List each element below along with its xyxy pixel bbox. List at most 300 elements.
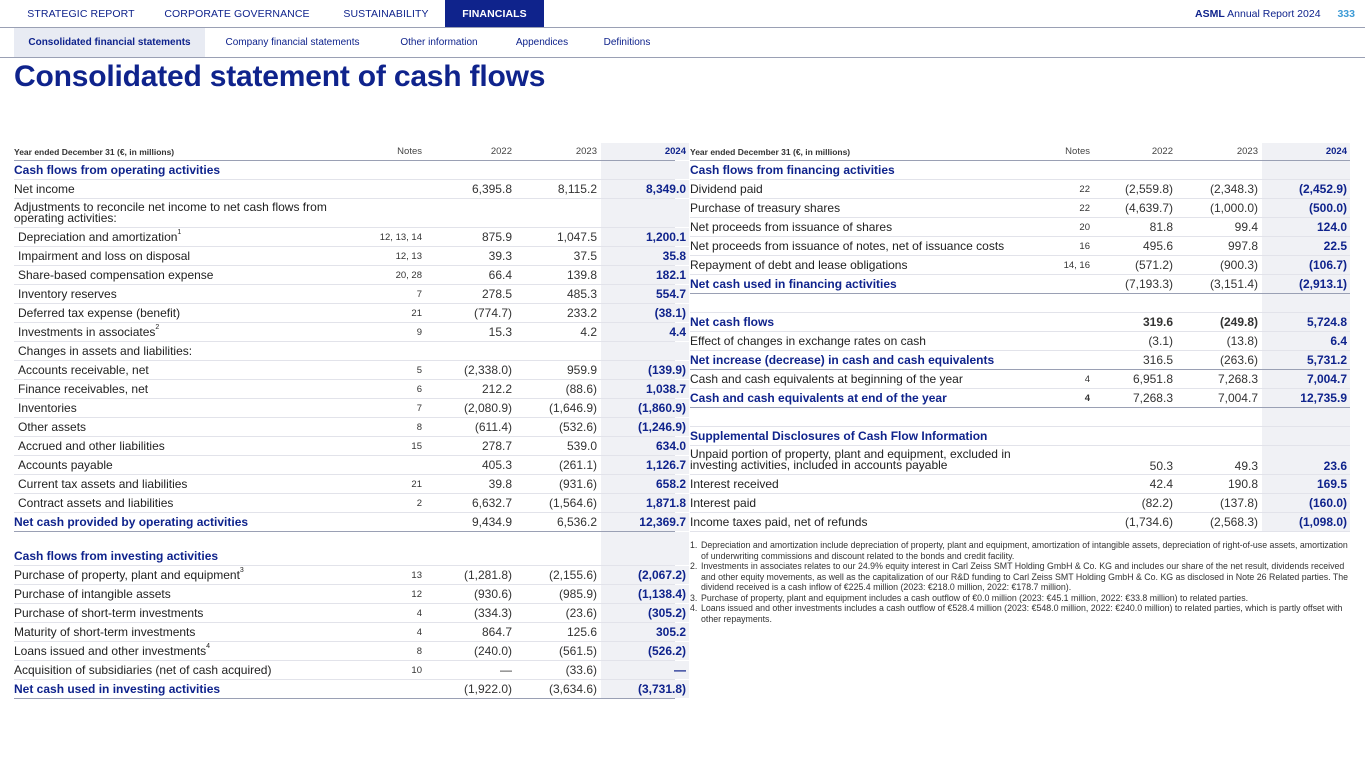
- row-label: [690, 370, 1030, 388]
- value-2022: 864.7: [481, 625, 512, 639]
- value-2022: —: [500, 663, 512, 677]
- subnav-company-statements[interactable]: Company financial statements: [225, 37, 360, 48]
- row-notes: 7: [416, 289, 422, 300]
- footnote-number: 3.: [690, 592, 698, 603]
- row-label-text: Impairment and loss on disposal: [18, 249, 191, 263]
- value-2024: (2,913.1): [1262, 275, 1350, 293]
- tab-strategic-report[interactable]: STRATEGIC REPORT: [27, 8, 135, 20]
- row-label-text: Current tax assets and liabilities: [18, 477, 188, 491]
- value-2024: [1262, 161, 1350, 179]
- row-label-text: Loans issued and other investments: [14, 644, 207, 658]
- value-2022: (240.0): [473, 644, 512, 658]
- row-notes: [1050, 513, 1090, 531]
- row-label-text: Purchase of short-term investments: [14, 606, 204, 620]
- row-label-text: Interest paid: [690, 496, 757, 510]
- value-2023: [1180, 161, 1258, 179]
- table-row: [14, 247, 686, 266]
- footnote-marker: 4: [206, 643, 211, 650]
- table-row: [690, 494, 1350, 513]
- value-2024: (2,067.2): [601, 566, 689, 584]
- row-label: [14, 513, 344, 531]
- value-2024: [601, 342, 689, 360]
- value-2022: (1,734.6): [1124, 515, 1173, 529]
- table-row: [14, 437, 686, 456]
- row-label: [14, 623, 344, 641]
- row-notes: 14, 16: [1063, 260, 1090, 271]
- row-notes: 15: [411, 441, 422, 452]
- value-2024: 1,200.1: [601, 228, 689, 246]
- section-heading-row: [14, 161, 675, 180]
- header-2022: 2022: [1151, 146, 1173, 157]
- value-2022: (4,639.7): [1124, 201, 1173, 215]
- table-header-row: [690, 143, 1350, 161]
- report-brand: [1195, 0, 1355, 28]
- table-row: [690, 237, 1350, 256]
- row-notes: 4: [416, 608, 422, 619]
- row-label-text: Contract assets and liabilities: [18, 496, 174, 510]
- row-notes: 9: [416, 327, 422, 338]
- row-notes: 16: [1079, 241, 1090, 252]
- value-2022: 6,951.8: [1132, 372, 1173, 386]
- value-2022: 212.2: [481, 382, 512, 396]
- value-2024: [601, 547, 689, 565]
- spacer-highlight: [1262, 294, 1350, 312]
- value-2022: 316.5: [1142, 353, 1173, 367]
- row-notes: [354, 680, 422, 698]
- table-row: [14, 323, 686, 342]
- value-2023: (2,155.6): [548, 568, 597, 582]
- subnav-appendices[interactable]: Appendices: [515, 37, 569, 48]
- value-2024: 1,038.7: [601, 380, 689, 398]
- value-2024: 124.0: [1262, 218, 1350, 236]
- value-2022: (930.6): [473, 587, 512, 601]
- value-2023: 37.5: [573, 249, 597, 263]
- value-2022: (82.2): [1141, 496, 1173, 510]
- value-2022: 7,268.3: [1132, 391, 1173, 405]
- row-label: [18, 304, 348, 322]
- row-label: [690, 199, 1030, 217]
- value-2023: (249.8): [1219, 315, 1258, 329]
- row-label-text: Finance receivables, net: [18, 382, 149, 396]
- value-2023: 959.9: [566, 363, 597, 377]
- spacer-row: [690, 294, 1350, 313]
- row-label-text: Interest received: [690, 477, 779, 491]
- table-row: [14, 266, 686, 285]
- value-2024: (1,860.9): [601, 399, 689, 417]
- value-2024: [1262, 427, 1350, 445]
- row-label: [690, 313, 1030, 331]
- value-2024: 23.6: [1262, 446, 1350, 474]
- row-label: [690, 389, 1030, 407]
- row-label-text: Effect of changes in exchange rates on cash: [690, 334, 926, 348]
- value-2022: 6,632.7: [471, 496, 512, 510]
- report-name: Annual Report 2024: [1227, 8, 1321, 20]
- row-label-text: Accounts payable: [18, 458, 113, 472]
- value-2022: 319.6: [1142, 315, 1173, 329]
- page-number: 333: [1337, 8, 1355, 20]
- row-label: [18, 361, 348, 379]
- table-row: [14, 199, 675, 228]
- value-2022: 66.4: [488, 268, 512, 282]
- row-label: [18, 285, 348, 303]
- row-label: [18, 380, 348, 398]
- header-notes: Notes: [397, 146, 422, 157]
- footnote-item: [690, 540, 1352, 561]
- value-2022: [434, 342, 512, 360]
- value-2023: 125.6: [566, 625, 597, 639]
- row-notes: [354, 547, 422, 565]
- value-2023: (88.6): [565, 382, 597, 396]
- header-2024: 2024: [1262, 143, 1350, 160]
- table-row: [14, 623, 686, 642]
- spacer-highlight: [1262, 408, 1350, 426]
- value-2024: 6.4: [1262, 332, 1350, 350]
- row-notes: 8: [416, 422, 422, 433]
- table-row: [14, 642, 686, 661]
- value-2023: 997.8: [1227, 239, 1258, 253]
- value-2023: (532.6): [558, 420, 597, 434]
- value-2024: 22.5: [1262, 237, 1350, 255]
- row-notes: 22: [1079, 203, 1090, 214]
- total-row: [14, 680, 686, 699]
- row-label: [690, 351, 1030, 369]
- row-notes: [1050, 332, 1090, 350]
- value-2023: (2,568.3): [1209, 515, 1258, 529]
- row-notes: 2: [416, 498, 422, 509]
- row-notes: [354, 456, 422, 474]
- row-label: [14, 661, 344, 679]
- row-label: [18, 266, 348, 284]
- row-label: [14, 202, 344, 230]
- value-2023: (985.9): [558, 587, 597, 601]
- row-label-text: Accrued and other liabilities: [18, 439, 165, 453]
- value-2023: 99.4: [1234, 220, 1258, 234]
- table-header-row: [14, 143, 686, 161]
- row-notes: 4: [1084, 374, 1090, 385]
- row-label: [14, 585, 344, 603]
- row-notes: [354, 342, 422, 360]
- value-2022: 495.6: [1142, 239, 1173, 253]
- row-label-text: Cash flows from investing activities: [14, 549, 219, 563]
- header-label: Year ended December 31 (€, in millions): [14, 147, 175, 157]
- row-label-text: Inventory reserves: [18, 287, 117, 301]
- row-label-text: Maturity of short-term investments: [14, 625, 196, 639]
- row-label-text: Repayment of debt and lease obligations: [690, 258, 908, 272]
- subnav-consolidated-statements[interactable]: Consolidated financial statements: [14, 28, 205, 57]
- row-label: [14, 547, 344, 565]
- row-label: [14, 180, 344, 198]
- row-label-text: Share-based compensation expense: [18, 268, 214, 282]
- value-2022: 42.4: [1149, 477, 1173, 491]
- value-2022: (2,080.9): [463, 401, 512, 415]
- value-2023: (3,151.4): [1209, 277, 1258, 291]
- row-notes: 13: [411, 570, 422, 581]
- value-2024: (3,731.8): [601, 680, 689, 698]
- value-2024: 169.5: [1262, 475, 1350, 493]
- value-2023: 6,536.2: [556, 515, 597, 529]
- row-label-text: Cash and cash equivalents at beginning of the year: [690, 372, 963, 386]
- value-2024: (38.1): [601, 304, 689, 322]
- tab-corporate-governance[interactable]: CORPORATE GOVERNANCE: [164, 8, 310, 20]
- value-2022: 50.3: [1149, 459, 1173, 473]
- row-label-text: Changes in assets and liabilities:: [18, 344, 193, 358]
- value-2022: 6,395.8: [471, 182, 512, 196]
- page-title: Consolidated statement of cash flows: [14, 60, 546, 93]
- footnote-marker: 2: [155, 324, 160, 331]
- row-label: [690, 218, 1030, 236]
- row-label-text: Depreciation and amortization: [18, 230, 178, 244]
- row-label: [14, 680, 344, 698]
- table-row: [14, 342, 675, 361]
- tab-sustainability[interactable]: SUSTAINABILITY: [343, 8, 429, 20]
- row-label: [18, 475, 348, 493]
- table-row: [14, 399, 686, 418]
- row-label: [18, 456, 348, 474]
- row-label-text: Purchase of treasury shares: [690, 201, 841, 215]
- row-label-text: Dividend paid: [690, 182, 763, 196]
- value-2024: 182.1: [601, 266, 689, 284]
- total-row: [690, 275, 1350, 294]
- row-label: [18, 247, 348, 265]
- value-2024: 305.2: [601, 623, 689, 641]
- value-2023: [519, 161, 597, 179]
- header-2022: 2022: [490, 146, 512, 157]
- value-2023: 1,047.5: [556, 230, 597, 244]
- row-label: [690, 161, 1030, 179]
- value-2024: (106.7): [1262, 256, 1350, 274]
- value-2022: 278.5: [481, 287, 512, 301]
- row-notes: 5: [416, 365, 422, 376]
- table-row: [690, 370, 1350, 389]
- value-2024: 8,349.0: [601, 180, 689, 198]
- row-label: [18, 399, 348, 417]
- table-row: [14, 304, 686, 323]
- row-label-text: Cash flows from financing activities: [690, 163, 895, 177]
- table-row: [14, 380, 686, 399]
- value-2022: (7,193.3): [1124, 277, 1173, 291]
- value-2023: (1,000.0): [1209, 201, 1258, 215]
- table-row: [14, 604, 686, 623]
- table-row: [690, 332, 1350, 351]
- row-label-text: Purchase of property, plant and equipment: [14, 568, 240, 582]
- row-notes: 6: [416, 384, 422, 395]
- value-2022: 15.3: [488, 325, 512, 339]
- row-label: [18, 418, 348, 436]
- value-2023: 8,115.2: [557, 182, 597, 196]
- footnote-item: [690, 561, 1352, 593]
- table-row: [14, 585, 686, 604]
- row-label: [690, 449, 1030, 477]
- footnote-text: Depreciation and amortization include depreciation of property, plant and equipment, amortization of intangible assets, depreciation of right-of-use assets, amortization of underwriting commissions and discount related to the bonds and credit facility.: [701, 540, 1348, 561]
- value-2023: (263.6): [1219, 353, 1258, 367]
- section-heading-row: [14, 547, 675, 566]
- total-row: [690, 351, 1350, 370]
- footnote-marker: 1: [177, 229, 182, 236]
- row-notes: 8: [416, 646, 422, 657]
- row-notes: [354, 199, 422, 227]
- footnote-item: [690, 593, 1352, 604]
- value-2022: 875.9: [481, 230, 512, 244]
- row-label-text: Other assets: [18, 420, 87, 434]
- value-2024: 554.7: [601, 285, 689, 303]
- spacer-row: [14, 532, 675, 547]
- value-2024: 12,369.7: [601, 513, 689, 531]
- top-navigation: [0, 0, 1365, 28]
- row-notes: 12, 13, 14: [379, 232, 422, 243]
- value-2022: (2,559.8): [1124, 182, 1173, 196]
- row-notes: [1050, 427, 1090, 445]
- row-notes: 21: [411, 479, 422, 490]
- row-notes: [1050, 161, 1090, 179]
- table-row: [14, 494, 686, 513]
- value-2024: 35.8: [601, 247, 689, 265]
- financing-table: [690, 143, 1350, 532]
- row-label-text: Net cash used in financing activities: [690, 277, 897, 291]
- tab-financials[interactable]: FINANCIALS: [445, 0, 544, 27]
- row-label: [14, 604, 344, 622]
- row-label: [18, 494, 348, 512]
- value-2022: (3.1): [1148, 334, 1173, 348]
- row-label-text: Net proceeds from issuance of notes, net of issuance costs: [690, 239, 1005, 253]
- row-label: [14, 642, 344, 660]
- spacer-row: [690, 408, 1350, 427]
- row-label-text: Cash and cash equivalents at end of the year: [690, 391, 947, 405]
- row-label: [18, 342, 348, 360]
- value-2024: (305.2): [601, 604, 689, 622]
- value-2024: (139.9): [601, 361, 689, 379]
- row-label-text: Net cash flows: [690, 315, 775, 329]
- row-label: [18, 323, 348, 341]
- section-heading-row: [690, 313, 1350, 332]
- operating-investing-table: [14, 143, 686, 699]
- row-notes: 4: [1084, 393, 1090, 404]
- row-label: [690, 513, 1030, 531]
- total-row: [690, 389, 1350, 408]
- header-2023: 2023: [575, 146, 597, 157]
- row-notes: 12, 13: [395, 251, 422, 262]
- table-row: [14, 285, 686, 304]
- row-label-text: Accounts receivable, net: [18, 363, 149, 377]
- row-label-text: Adjustments to reconcile net income to net cash flows from operating activities:: [14, 200, 327, 225]
- value-2023: (561.5): [558, 644, 597, 658]
- row-notes: [1050, 446, 1090, 474]
- value-2023: (900.3): [1219, 258, 1258, 272]
- table-row: [14, 661, 686, 680]
- footnote-text: Purchase of property, plant and equipment includes a cash outflow of €0.0 million (2023: €45.1 million, 2022: €33.8 million) to related parties.: [701, 592, 1249, 603]
- value-2022: (774.7): [473, 306, 512, 320]
- value-2022: 278.7: [481, 439, 512, 453]
- row-label: [690, 237, 1030, 255]
- row-label: [18, 228, 348, 246]
- value-2024: 12,735.9: [1262, 389, 1350, 407]
- footnote-text: Investments in associates relates to our 24.9% equity interest in Carl Zeiss SMT Holding GmbH & Co. KG and includes our share of the net result, dividends received and other equity movements, as well as the capitalization of our R&D funding to Carl Zeiss SMT Holding GmbH & Co. KG as disclosed in Note 26 Related parties. The dividend received is a cash inflow of €225.4 million (2023: €218.0 million, 2022: €178.7 million).: [701, 561, 1349, 592]
- value-2023: 7,004.7: [1217, 391, 1258, 405]
- value-2023: 539.0: [566, 439, 597, 453]
- value-2023: (2,348.3): [1209, 182, 1258, 196]
- row-notes: [1050, 475, 1090, 493]
- row-label-text: Supplemental Disclosures of Cash Flow Information: [690, 429, 988, 443]
- value-2023: 49.3: [1234, 459, 1258, 473]
- value-2024: 4.4: [601, 323, 689, 341]
- value-2024: 658.2: [601, 475, 689, 493]
- row-notes: [1050, 313, 1090, 331]
- value-2022: 9,434.9: [471, 515, 512, 529]
- footnote-item: [690, 603, 1352, 624]
- row-label: [690, 180, 1030, 198]
- row-label: [690, 256, 1030, 274]
- row-label: [690, 475, 1030, 493]
- row-label: [690, 275, 1030, 293]
- section-heading-row: [690, 427, 1350, 446]
- row-notes: [1050, 494, 1090, 512]
- total-row: [14, 513, 686, 532]
- row-label-text: Cash flows from operating activities: [14, 163, 221, 177]
- value-2022: (571.2): [1134, 258, 1173, 272]
- row-notes: 7: [416, 403, 422, 414]
- table-row: [690, 446, 1350, 475]
- value-2022: (1,922.0): [463, 682, 512, 696]
- row-notes: 22: [1079, 184, 1090, 195]
- row-label-text: Income taxes paid, net of refunds: [690, 515, 868, 529]
- row-label-text: Purchase of intangible assets: [14, 587, 171, 601]
- value-2024: 5,731.2: [1262, 351, 1350, 369]
- row-notes: 20: [1079, 222, 1090, 233]
- table-row: [14, 456, 686, 475]
- value-2024: (1,138.4): [601, 585, 689, 603]
- value-2023: 485.3: [566, 287, 597, 301]
- row-label-text: Net proceeds from issuance of shares: [690, 220, 893, 234]
- row-label: [18, 437, 348, 455]
- value-2022: [434, 199, 512, 227]
- value-2024: 634.0: [601, 437, 689, 455]
- value-2023: (23.6): [565, 606, 597, 620]
- value-2022: 81.8: [1149, 220, 1173, 234]
- row-notes: 10: [411, 665, 422, 676]
- value-2022: [434, 161, 512, 179]
- value-2024: (160.0): [1262, 494, 1350, 512]
- value-2022: 405.3: [481, 458, 512, 472]
- row-notes: [354, 161, 422, 179]
- row-label: [14, 161, 344, 179]
- value-2024: (2,452.9): [1262, 180, 1350, 198]
- value-2023: 7,268.3: [1217, 372, 1258, 386]
- table-row: [14, 475, 686, 494]
- value-2023: [519, 342, 597, 360]
- subnav-other-information[interactable]: Other information: [400, 37, 478, 48]
- header-notes: Notes: [1065, 146, 1090, 157]
- value-2023: (3,634.6): [548, 682, 597, 696]
- value-2024: —: [601, 661, 689, 679]
- subnav-definitions[interactable]: Definitions: [603, 37, 651, 48]
- table-row: [690, 513, 1350, 532]
- row-notes: [354, 180, 422, 198]
- value-2023: 190.8: [1227, 477, 1258, 491]
- footnote-number: 1.: [690, 540, 698, 550]
- value-2023: [1180, 427, 1258, 445]
- value-2023: (33.6): [565, 663, 597, 677]
- row-label: [690, 332, 1030, 350]
- row-label-text: Acquisition of subsidiaries (net of cash acquired): [14, 663, 272, 677]
- footnote-marker: 3: [239, 567, 244, 574]
- value-2023: (931.6): [558, 477, 597, 491]
- value-2022: [434, 547, 512, 565]
- table-row: [690, 218, 1350, 237]
- row-label: [690, 427, 1030, 445]
- section-heading-row: [690, 161, 1350, 180]
- value-2024: (1,246.9): [601, 418, 689, 436]
- row-label: [14, 566, 344, 584]
- value-2024: 1,126.7: [601, 456, 689, 474]
